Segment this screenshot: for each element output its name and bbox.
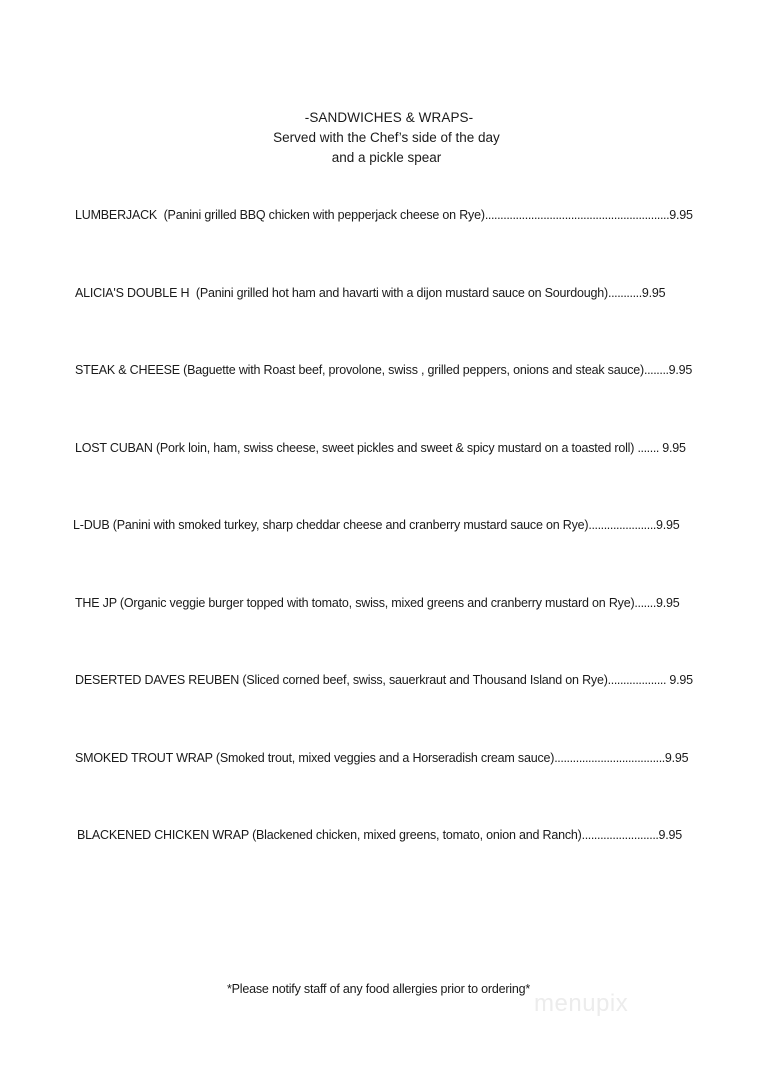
menu-item-price: 9.95	[655, 518, 680, 532]
menu-item-price: 9.95	[668, 363, 693, 377]
menu-item-name: L-DUB	[73, 518, 110, 532]
menu-item-description: (Blackened chicken, mixed greens, tomato, onion and Ranch)	[252, 828, 582, 842]
menu-item-leader-dots: ........	[644, 363, 669, 377]
menu-item-deserted-daves-reuben	[75, 672, 693, 688]
menu-item-description: (Baguette with Roast beef, provolone, swiss , grilled peppers, onions and steak sauce)	[183, 363, 645, 377]
menu-item-price: 9.95	[655, 596, 680, 610]
menu-item-name: STEAK & CHEESE	[75, 363, 180, 377]
menu-item-price: 9.95	[662, 441, 686, 455]
menu-item-leader-dots: .........................	[581, 828, 659, 842]
menu-item-leader-dots: ...................	[607, 673, 667, 687]
menu-item-name: DESERTED DAVES REUBEN	[75, 673, 240, 687]
menu-item-smoked-trout-wrap	[75, 750, 688, 766]
menu-item-description: (Sliced corned beef, swiss, sauerkraut and Thousand Island on Rye)	[242, 673, 608, 687]
menu-item-lost-cuban	[75, 440, 686, 456]
menu-item-l-dub	[73, 517, 680, 533]
menu-item-price: 9.95	[669, 208, 693, 222]
menu-item-name: ALICIA'S DOUBLE H	[75, 286, 190, 300]
menu-item-description: (Smoked trout, mixed veggies and a Horseradish cream sauce)	[215, 751, 555, 765]
menu-item-alicias-double-h	[75, 285, 665, 301]
menu-item-name: BLACKENED CHICKEN WRAP	[77, 828, 249, 842]
menu-item-leader-dots: ............................................................	[484, 208, 670, 222]
section-subtitle-line-2: and a pickle spear	[331, 150, 442, 165]
menu-item-price: 9.95	[664, 751, 689, 765]
menu-item-description: (Panini grilled BBQ chicken with pepperjack cheese on Rye)	[163, 208, 485, 222]
menu-item-description: (Pork loin, ham, swiss cheese, sweet pickles and sweet & spicy mustard on a toasted roll)	[155, 441, 635, 455]
menu-item-the-jp	[75, 595, 679, 611]
menu-item-description: (Panini with smoked turkey, sharp cheddar cheese and cranberry mustard sauce on Rye)	[112, 518, 589, 532]
section-subtitle-line-1: Served with the Chef’s side of the day	[273, 130, 500, 145]
menu-item-leader-dots: ......................	[588, 518, 656, 532]
menu-item-name: LOST CUBAN	[75, 441, 153, 455]
menu-item-price: 9.95	[669, 673, 693, 687]
menu-item-description: (Panini grilled hot ham and havarti with a dijon mustard sauce on Sourdough)	[195, 286, 608, 300]
menu-item-leader-dots: ...........	[608, 286, 642, 300]
watermark-logo: menupix	[534, 990, 629, 1017]
menu-item-lumberjack	[75, 207, 693, 223]
menu-item-leader-dots: ....................................	[554, 751, 665, 765]
allergy-notice: *Please notify staff of any food allergies prior to ordering*	[227, 982, 531, 996]
menu-item-name: LUMBERJACK	[75, 208, 158, 222]
menu-item-name: THE JP	[75, 596, 117, 610]
section-title: -SANDWICHES & WRAPS-	[304, 110, 474, 125]
menu-item-steak-and-cheese	[75, 362, 692, 378]
menu-item-price: 9.95	[658, 828, 682, 842]
menu-item-price: 9.95	[641, 286, 666, 300]
menu-item-name: SMOKED TROUT WRAP	[75, 751, 213, 765]
menu-item-leader-dots: .......	[637, 441, 659, 455]
menu-item-description: (Organic veggie burger topped with tomato, swiss, mixed greens and cranberry mustard on Rye)	[119, 596, 635, 610]
menu-item-leader-dots: .......	[634, 596, 656, 610]
menu-section-header	[0, 108, 768, 168]
menu-item-blackened-chicken-wrap	[77, 827, 682, 843]
